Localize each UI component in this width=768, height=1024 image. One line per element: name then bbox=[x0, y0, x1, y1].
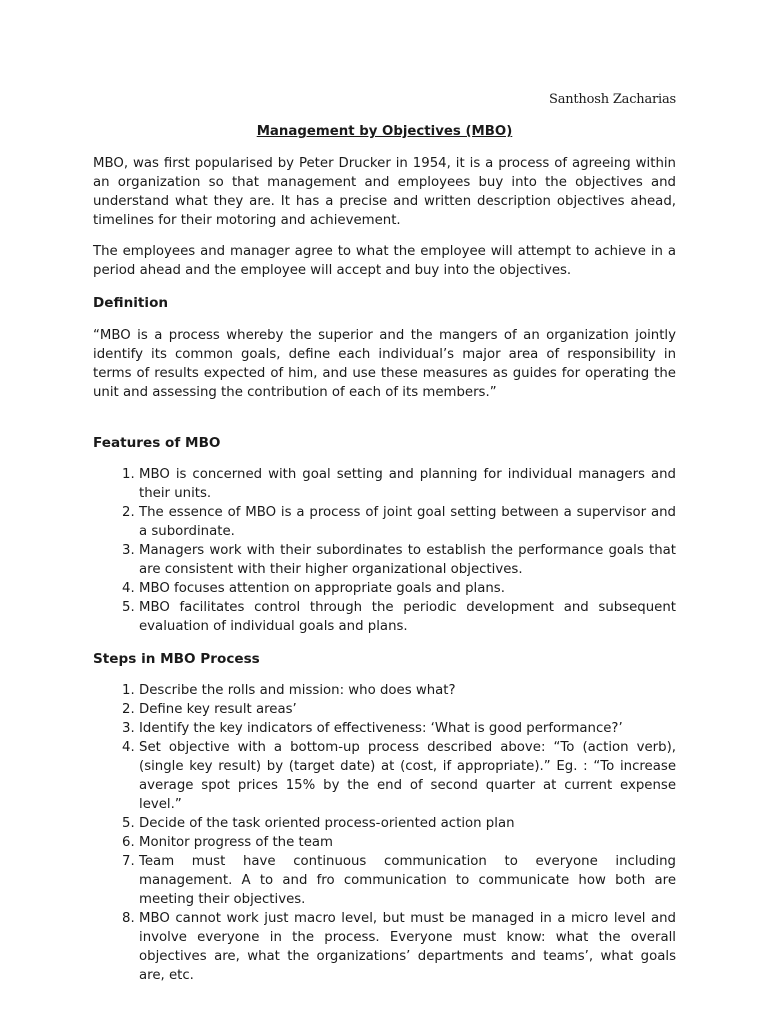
list-item-number: 5. bbox=[122, 816, 135, 831]
list-item bbox=[93, 465, 676, 503]
list-item-text: The essence of MBO is a process of joint goal setting between a supervisor and a subordinate. bbox=[139, 505, 676, 539]
list-item bbox=[93, 852, 676, 909]
intro-paragraph-2: The employees and manager agree to what the employee will attempt to achieve in a period ahead and the employee will accept and buy into the objectives. bbox=[93, 244, 676, 278]
list-item bbox=[93, 719, 676, 738]
list-item-number: 3. bbox=[122, 721, 135, 736]
list-item bbox=[93, 814, 676, 833]
list-item-number: 3. bbox=[122, 543, 135, 558]
list-item-number: 7. bbox=[122, 854, 135, 869]
list-item bbox=[93, 833, 676, 852]
list-item bbox=[93, 503, 676, 541]
list-item-number: 4. bbox=[122, 581, 135, 596]
list-item bbox=[93, 681, 676, 700]
list-item bbox=[93, 598, 676, 636]
list-item-text: Decide of the task oriented process-oriented action plan bbox=[139, 816, 515, 831]
list-item bbox=[93, 738, 676, 814]
list-item-text: MBO facilitates control through the periodic development and subsequent evaluation of individual goals and plans. bbox=[139, 600, 676, 634]
list-item-number: 6. bbox=[122, 835, 135, 850]
list-item-text: Managers work with their subordinates to establish the performance goals that are consistent with their higher organizational objectives. bbox=[139, 543, 676, 577]
list-item-number: 5. bbox=[122, 600, 135, 615]
list-item-text: MBO is concerned with goal setting and planning for individual managers and their units. bbox=[139, 467, 676, 501]
list-item-text: Set objective with a bottom-up process described above: “To (action verb), (single key result) by (target date) at (cost, if appropriate).” Eg. : “To increase average spot prices 15% by the end of second quarter at current expense level.” bbox=[139, 740, 676, 812]
list-item bbox=[93, 909, 676, 985]
list-item-number: 4. bbox=[122, 740, 135, 755]
list-item bbox=[93, 541, 676, 579]
steps-list bbox=[93, 681, 676, 985]
list-item-text: Describe the rolls and mission: who does what? bbox=[139, 683, 456, 698]
author-name: Santhosh Zacharias bbox=[548, 92, 676, 107]
features-heading: Features of MBO bbox=[93, 435, 221, 451]
list-item-number: 2. bbox=[122, 505, 135, 520]
list-item-number: 1. bbox=[122, 467, 135, 482]
steps-heading: Steps in MBO Process bbox=[93, 651, 260, 667]
definition-heading: Definition bbox=[93, 295, 169, 311]
list-item-text: Team must have continuous communication to everyone including management. A to and fro communication to communicate how both are meeting their objectives. bbox=[139, 854, 676, 907]
list-item-number: 1. bbox=[122, 683, 135, 698]
list-item-text: MBO cannot work just macro level, but must be managed in a micro level and involve everyone in the process. Everyone must know: what the overall objectives are, what the organizations’ departments and teams’, what goals are, etc. bbox=[139, 911, 676, 983]
list-item-text: Define key result areas’ bbox=[139, 702, 297, 717]
list-item-text: Identify the key indicators of effectiveness: ‘What is good performance?’ bbox=[139, 721, 623, 736]
features-list bbox=[93, 465, 676, 636]
list-item-number: 2. bbox=[122, 702, 135, 717]
list-item bbox=[93, 700, 676, 719]
list-item-number: 8. bbox=[122, 911, 135, 926]
document-title: Management by Objectives (MBO) bbox=[256, 124, 513, 139]
definition-paragraph: “MBO is a process whereby the superior and the mangers of an organization jointly identify its common goals, define each individual’s major area of responsibility in terms of results expected of him, and use these measures as guides for operating the unit and assessing the contribution of each of its members.” bbox=[93, 328, 676, 400]
list-item bbox=[93, 579, 676, 598]
list-item-text: Monitor progress of the team bbox=[139, 835, 333, 850]
list-item-text: MBO focuses attention on appropriate goals and plans. bbox=[139, 581, 505, 596]
intro-paragraph-1: MBO, was first popularised by Peter Drucker in 1954, it is a process of agreeing within an organization so that management and employees buy into the objectives and understand what they are. It has a precise and written description objectives ahead, timelines for their motoring and achievement. bbox=[93, 156, 676, 228]
